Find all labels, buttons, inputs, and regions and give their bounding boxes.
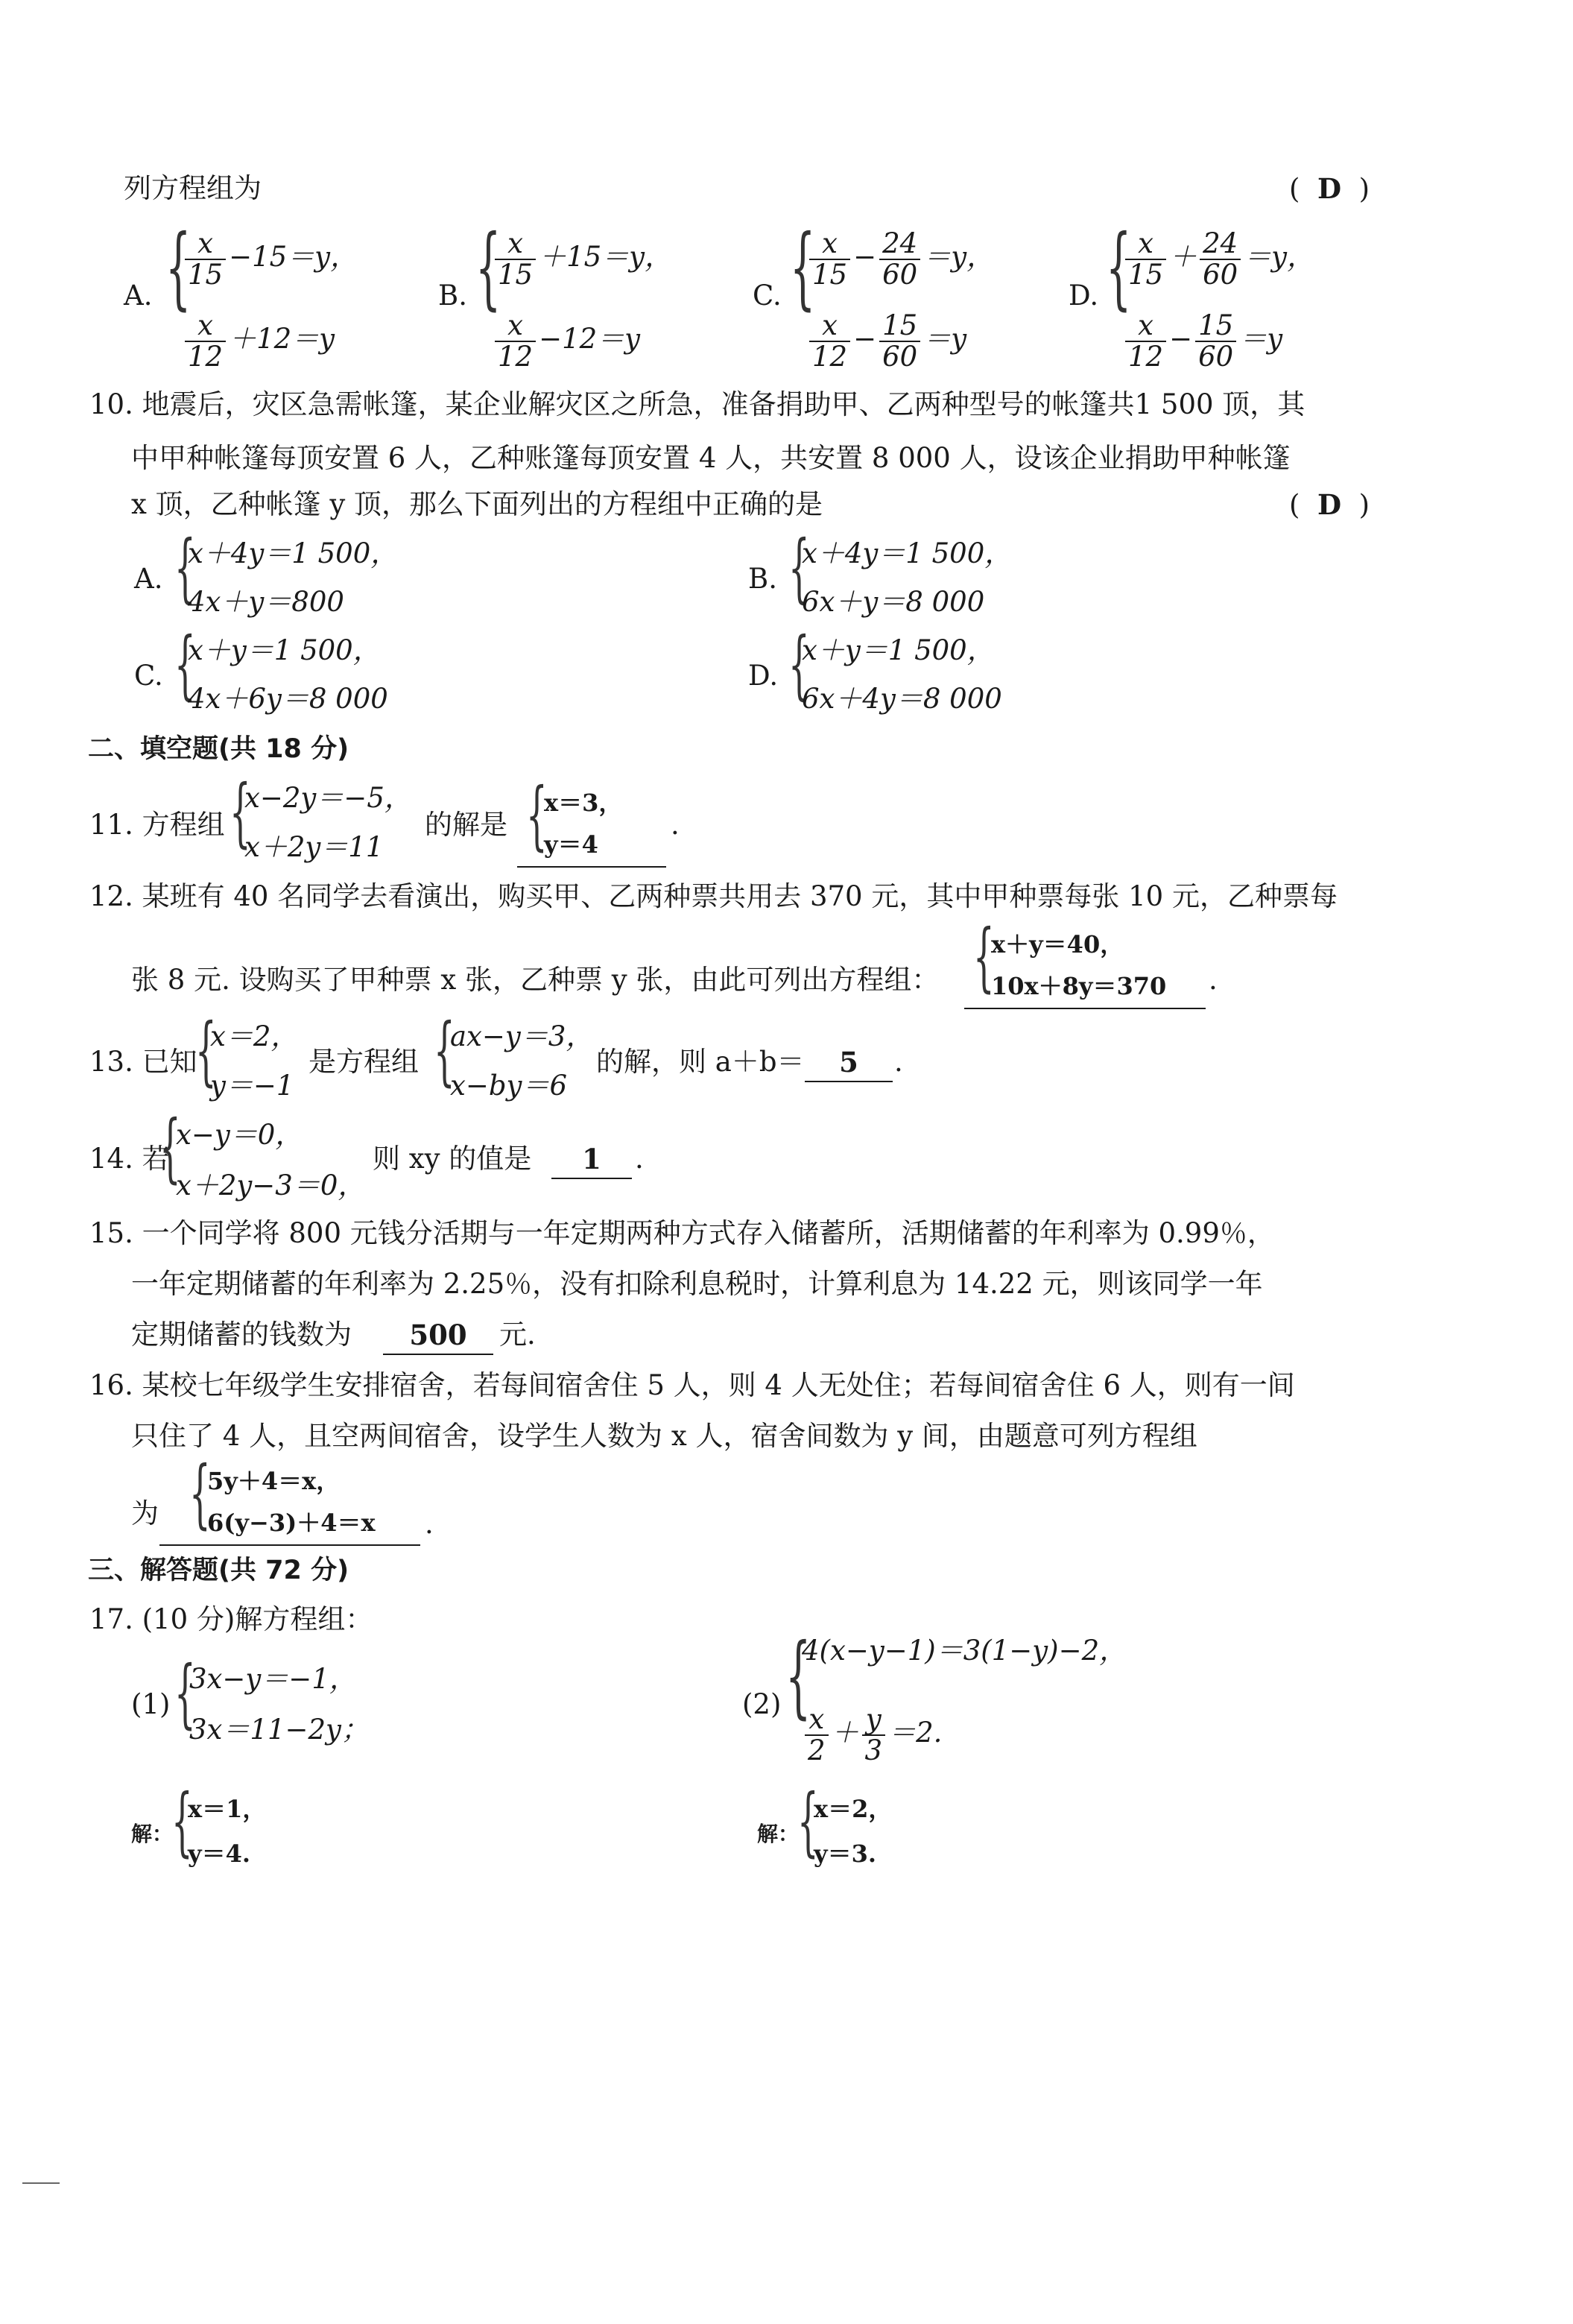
q11-eq2: x＋2y＝11 bbox=[244, 831, 384, 863]
q10-line1: 10. 地震后，灾区急需帐篷，某企业解灾区之所急，准备捐助甲、乙两种型号的帐篷共1 500 顶，其 bbox=[89, 388, 1305, 420]
brace: { bbox=[434, 1007, 455, 1094]
q12-line2: 张 8 元. 设购买了甲种票 x 张，乙种票 y 张，由此可列出方程组： bbox=[131, 964, 940, 996]
brace: { bbox=[195, 1007, 217, 1094]
q17-solution2-y: y＝3. bbox=[814, 1840, 877, 1868]
brace: { bbox=[159, 1104, 181, 1191]
q17-solution2-label: 解： bbox=[757, 1822, 800, 1846]
q12-line1: 12. 某班有 40 名同学去看演出，购买甲、乙两种票共用去 370 元，其中甲种票每张 10 元，乙种票每 bbox=[89, 880, 1338, 912]
q14-answer: 1 bbox=[551, 1140, 632, 1179]
q16-line2: 只住了 4 人，且空两间宿舍，设学生人数为 x 人，宿舍间数为 y 间，由题意可列方程组 bbox=[131, 1420, 1197, 1452]
q10-answer-paren: ( D ) bbox=[1289, 488, 1370, 521]
brace: { bbox=[174, 1649, 196, 1737]
brace: { bbox=[788, 621, 810, 708]
q9-answer-paren: ( D ) bbox=[1289, 172, 1370, 205]
brace: { bbox=[230, 768, 251, 856]
brace: { bbox=[788, 524, 810, 611]
q10-line2: 中甲种帐篷每顶安置 6 人，乙种账篷每顶安置 4 人，共安置 8 000 人，设该企业捐助甲种帐篷 bbox=[131, 442, 1291, 474]
q11-answer-blank: { x＝3， y＝4 bbox=[517, 783, 666, 868]
brace: { bbox=[790, 216, 816, 320]
brace: { bbox=[189, 1450, 211, 1537]
q17-solution1-x: x＝1， bbox=[188, 1795, 267, 1823]
q10-line3: x 顶，乙种帐篷 y 顶，那么下面列出的方程组中正确的是 bbox=[131, 488, 823, 520]
q15-line2: 一年定期储蓄的年利率为 2.25％，没有扣除利息税时，计算利息为 14.22 元，则该同学一年 bbox=[131, 1268, 1263, 1300]
brace: { bbox=[785, 1625, 811, 1728]
q16-line1: 16. 某校七年级学生安排宿舍，若每间宿舍住 5 人，则 4 人无处住；若每间宿舍住 6 人，则有一间 bbox=[89, 1369, 1295, 1401]
q11-eq1: x−2y＝−5， bbox=[244, 782, 412, 814]
section-2-title: 二、填空题(共 18 分) bbox=[88, 734, 349, 764]
q9-stem: 列方程组为 bbox=[124, 172, 262, 204]
q17-part2-label: (2) bbox=[742, 1688, 782, 1720]
section-3-title: 三、解答题(共 72 分) bbox=[88, 1556, 349, 1585]
q17-part1-label: (1) bbox=[131, 1688, 171, 1720]
q10-answer: D bbox=[1317, 488, 1342, 521]
q17-stem: 17. (10 分)解方程组： bbox=[89, 1603, 373, 1635]
exam-page: 列方程组为 ( D ) A. { $\frac{x}{15}$ −15＝y， $\frac{x}{12}$ ＋12＝y B. { $\frac{x}{15}$ ＋15＝y， $\frac{x}{12}$ −12＝y C. { $\frac{x}{15}$ − $\frac{24}{60}$ ＝y， $\frac{x}{12}$ − $\frac{15}{60}$ ＝y D. { $\frac{x}{15}$ ＋ $\frac{24}{60}$ ＝y， $\frac{x}{12}$ − $\frac{15}{60}$ ＝y 10. 地震后，灾区急需帐篷，某企业解灾区之所急，准备捐助甲、乙两种型号的帐篷共1 500 顶，其 中甲种帐篷每顶安置 6 人，乙种账篷每顶安置 4 人，共安置 8 000 人，设该企业捐助甲种帐篷 x 顶，乙种帐篷 y 顶，那么下面列出的方程组中正确的是 ( D ) A. { x＋4y＝1 500， 4x＋y＝800 B. { x＋4y＝1 500， 6x＋y＝8 000 C. { x＋y＝1 500， 4x＋6y＝8 000 D. { x＋y＝1 500， 6x＋4y＝8 000 二、填空题(共 18 分) 11. 方程组 { x−2y＝−5， x＋2y＝11 的解是 { x＝3， y＝4 . 12. 某班有 40 名同学去看演出，购买甲、乙两种票共用去 370 元，其中甲种票每张 10 元，乙种票每 张 8 元. 设购买了甲种票 x 张，乙种票 y 张，由此可列出方程组： { x＋y＝40， 10x＋8y＝370 . 13. 已知 { x＝2， y＝−1 是方程组 { ax−y＝3， x−by＝6 的解，则 a＋b＝ 5 . 14. 若 { x−y＝0， x＋2y−3＝0， 则 xy 的值是 1 . 15. 一个同学将 800 元钱分活期与一年定期两种方式存入储蓄所，活期储蓄的年利率为 0.99％， 一年定期储蓄的年利率为 2.25％，没有扣除利息税时，计算利息为 14.22 元，则该同学一年 定期储蓄的钱数为 500 元. 16. 某校七年级学生安排宿舍，若每间宿舍住 5 人，则 4 人无处住；若每间宿舍住 6 人，则有一间 只住了 4 人，且空两间宿舍，设学生人数为 x 人，宿舍间数为 y 间，由题意可列方程组 为 { 5y＋4＝x， 6(y−3)＋4＝x . 三、解答题(共 72 分) 17. (10 分)解方程组： (1) { 3x−y＝−1， 3x＝11−2y； (2) { 4(x−y−1)＝3(1−y)−2， $\frac{x}{2}$ ＋ $\frac{y}{3}$ ＝2. 解： { x＝1， y＝4. 解： { x＝2， y＝3. bbox=[0, 0, 1573, 2324]
q17-solution2-x: x＝2， bbox=[814, 1795, 893, 1823]
q15-answer: 500 bbox=[383, 1316, 493, 1355]
brace: { bbox=[973, 913, 995, 1000]
brace: { bbox=[475, 216, 501, 320]
brace: { bbox=[797, 1778, 819, 1865]
brace: { bbox=[526, 771, 548, 859]
q16-answer-blank: { 5y＋4＝x， 6(y−3)＋4＝x bbox=[159, 1461, 420, 1546]
q17-solution1-y: y＝4. bbox=[188, 1840, 251, 1868]
q9-answer: D bbox=[1317, 172, 1342, 205]
q13-answer: 5 bbox=[805, 1043, 893, 1082]
q11-prefix: 11. 方程组 bbox=[89, 809, 225, 841]
q17-solution1-label: 解： bbox=[131, 1822, 174, 1846]
brace: { bbox=[165, 216, 192, 320]
q13-prefix: 13. 已知 bbox=[89, 1046, 197, 1078]
brace: { bbox=[1106, 216, 1132, 320]
q12-answer-blank: { x＋y＝40， 10x＋8y＝370 bbox=[964, 924, 1206, 1009]
brace: { bbox=[171, 1778, 193, 1865]
brace: { bbox=[174, 621, 196, 708]
brace: { bbox=[174, 524, 196, 611]
q11-mid: 的解是 bbox=[425, 809, 507, 841]
footer-divider bbox=[22, 2182, 60, 2184]
q15-line1: 15. 一个同学将 800 元钱分活期与一年定期两种方式存入储蓄所，活期储蓄的年利率为 0.99％， bbox=[89, 1217, 1275, 1249]
q14-prefix: 14. 若 bbox=[89, 1143, 170, 1175]
